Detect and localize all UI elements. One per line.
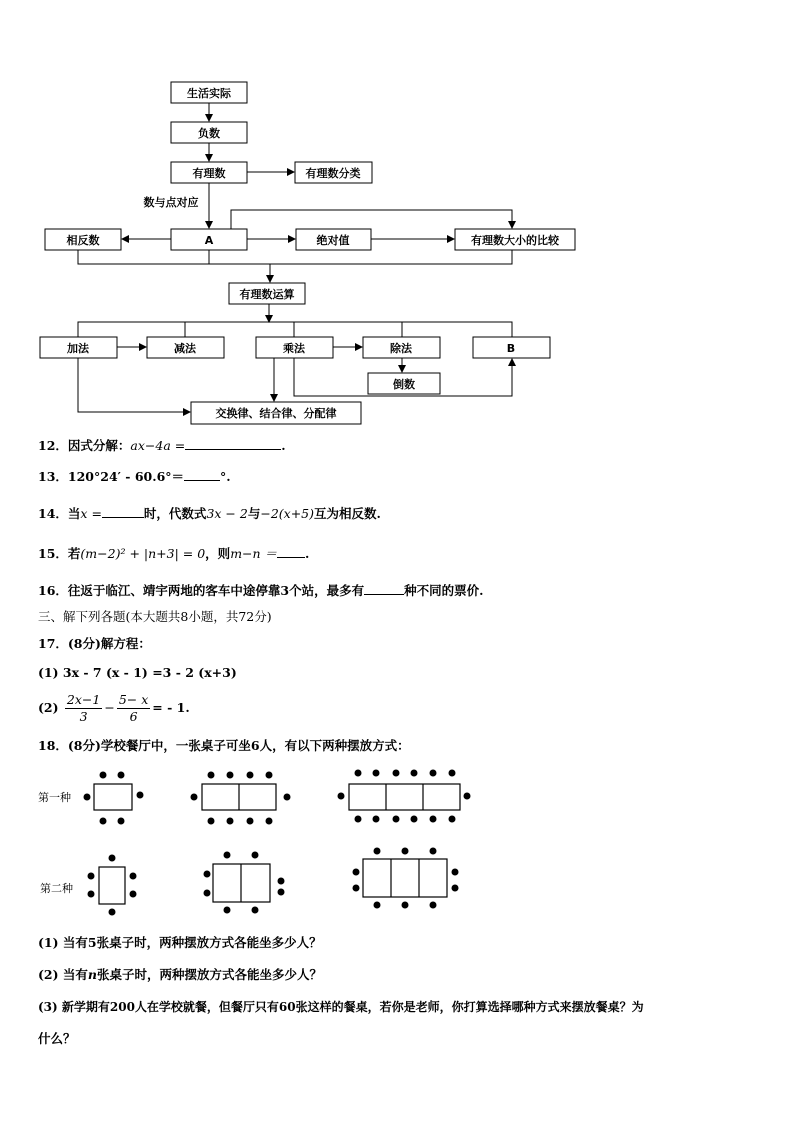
question-16: 16．往返于临江、靖宇两地的客车中途停靠3个站，最多有 种不同的票价. bbox=[38, 583, 484, 598]
arr1-table-3 bbox=[349, 784, 460, 810]
q17-heading: 17．(8分)解方程： bbox=[38, 636, 151, 651]
q17-fraction-2: $\frac{5- x}{6}$ bbox=[118, 692, 149, 724]
q18-sub-1: (1) 当有5张桌子时，两种摆放方式各能坐多少人？ bbox=[38, 935, 322, 950]
label-rational: 有理数 bbox=[192, 167, 226, 180]
label-operations: 有理数运算 bbox=[239, 288, 295, 301]
q14-expression-1: 3x − 2 bbox=[206, 506, 248, 521]
q17-part-2: (2) $\frac{2x-1}{3}$ − $\frac{5- x}{6}$ = - 1. bbox=[38, 692, 190, 724]
q15-number: 15． bbox=[38, 546, 68, 561]
label-divide: 除法 bbox=[390, 342, 412, 355]
q18-heading: 18．(8分)学校餐厅中，一张桌子可坐6人，有以下两种摆放方式： bbox=[38, 738, 410, 753]
label-life: 生活实际 bbox=[187, 87, 231, 100]
arr2-table-3 bbox=[363, 859, 447, 897]
q14-number: 14． bbox=[38, 506, 68, 521]
q18-sub-3: (3) 新学期有200人在学校就餐，但餐厅只有60张这样的餐桌，若你是老师，你打算选择哪种方式来摆放餐桌？为 bbox=[38, 1000, 644, 1014]
label-compare: 有理数大小的比较 bbox=[471, 234, 559, 247]
q12-expression: ax−4a = bbox=[130, 438, 186, 453]
question-13: 13．120°24′ - 60.6°＝ °. bbox=[38, 469, 231, 484]
label-add: 加法 bbox=[67, 342, 89, 355]
q16-number: 16． bbox=[38, 583, 68, 598]
q13-number: 13． bbox=[38, 469, 68, 484]
question-12: 12．因式分解：ax−4a = . bbox=[38, 438, 286, 453]
label-reciprocal: 倒数 bbox=[393, 378, 415, 391]
q17-part-1: (1) 3x - 7 (x - 1) =3 - 2 (x+3) bbox=[38, 665, 237, 680]
label-arrangement-2: 第二种 bbox=[40, 882, 73, 895]
section-3-heading: 三、解下列各题(本大题共8小题，共72分) bbox=[38, 609, 272, 624]
q15-expression: (m−2)² + |n+3| = 0 bbox=[80, 546, 206, 561]
question-14: 14．当x = 时，代数式3x − 2与−2(x+5)互为相反数. bbox=[38, 506, 381, 521]
label-A: A bbox=[204, 234, 214, 247]
question-15: 15．若(m−2)² + |n+3| = 0，则m−n ＝ . bbox=[38, 546, 310, 561]
label-B: B bbox=[506, 342, 516, 355]
q17-fraction-1: $\frac{2x-1}{3}$ bbox=[66, 692, 101, 724]
label-subtract: 减法 bbox=[174, 342, 196, 355]
label-classify: 有理数分类 bbox=[305, 167, 361, 180]
arr1-table-1 bbox=[94, 784, 132, 810]
label-absolute: 绝对值 bbox=[316, 234, 350, 247]
label-multiply: 乘法 bbox=[283, 342, 305, 355]
label-arrangement-1: 第一种 bbox=[38, 791, 71, 804]
label-negative: 负数 bbox=[198, 127, 220, 140]
label-laws: 交换律、结合律、分配律 bbox=[215, 407, 337, 420]
q12-text: 因式分解： bbox=[67, 438, 131, 453]
q18-sub-2: (2) 当有n张桌子时，两种摆放方式各能坐多少人？ bbox=[38, 967, 322, 982]
label-number-point: 数与点对应 bbox=[143, 196, 199, 209]
q13-text: 120°24′ - 60.6°＝ bbox=[67, 469, 185, 484]
q12-number: 12． bbox=[38, 438, 68, 453]
q14-expression-2: −2(x+5) bbox=[260, 506, 314, 521]
q18-sub-3-cont: 什么？ bbox=[38, 1031, 76, 1046]
arr2-table-1 bbox=[99, 867, 125, 904]
label-opposite: 相反数 bbox=[66, 234, 100, 247]
